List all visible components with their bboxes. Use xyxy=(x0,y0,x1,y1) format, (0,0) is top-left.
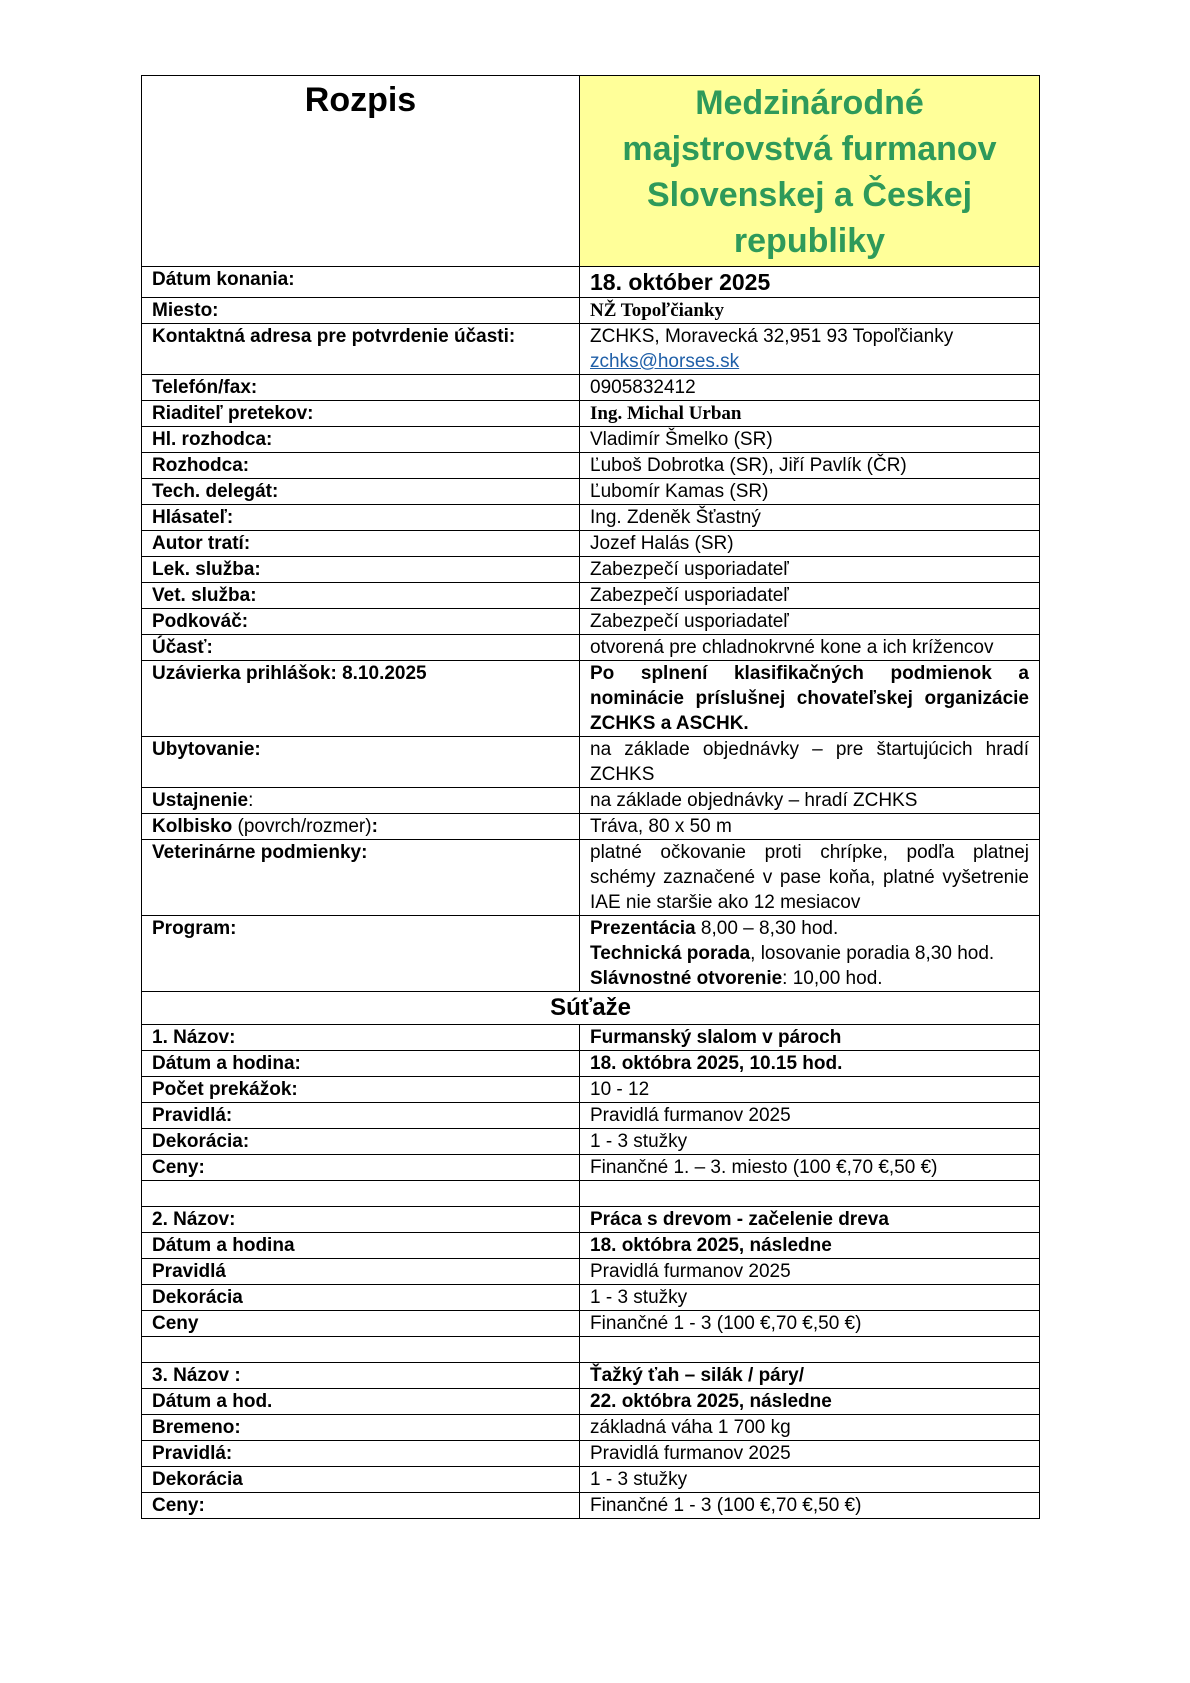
place-label: Miesto: xyxy=(142,298,580,324)
row-stabling xyxy=(142,788,1040,814)
competition-field-value: Finančné 1. – 3. miesto (100 €,70 €,50 €) xyxy=(580,1155,1040,1181)
contact-address: ZCHKS, Moravecká 32,951 93 Topoľčianky xyxy=(590,326,954,347)
row-competitions-title xyxy=(142,992,1040,1025)
spacer-cell xyxy=(580,1337,1040,1363)
date-value: 18. október 2025 xyxy=(580,267,1040,298)
rozpis-table xyxy=(141,75,1040,1519)
medical-value: Zabezpečí usporiadateľ xyxy=(580,557,1040,583)
competition-1-row xyxy=(142,1025,1040,1051)
competition-field-value: 1 - 3 stužky xyxy=(580,1285,1040,1311)
row-director xyxy=(142,401,1040,427)
row-place xyxy=(142,298,1040,324)
spacer-row xyxy=(142,1181,1040,1207)
contact-email-link[interactable]: zchks@horses.sk xyxy=(590,351,740,372)
competition-field-value: Ťažký ťah – silák / páry/ xyxy=(580,1363,1040,1389)
row-vet xyxy=(142,583,1040,609)
arena-label-text: Kolbisko xyxy=(152,816,233,837)
row-judge xyxy=(142,453,1040,479)
document-title: Rozpis xyxy=(142,76,580,267)
competition-3-row xyxy=(142,1415,1040,1441)
phone-value: 0905832412 xyxy=(580,375,1040,401)
competition-field-value: Finančné 1 - 3 (100 €,70 €,50 €) xyxy=(580,1493,1040,1519)
contact-label: Kontaktná adresa pre potvrdenie účasti: xyxy=(142,324,580,375)
farrier-label: Podkováč: xyxy=(142,609,580,635)
announcer-value: Ing. Zdeněk Šťastný xyxy=(580,505,1040,531)
competitions-title: Súťaže xyxy=(142,992,1040,1025)
competition-field-value: 10 - 12 xyxy=(580,1077,1040,1103)
deadline-label: Uzávierka prihlášok: 8.10.2025 xyxy=(142,661,580,737)
row-vet-conditions xyxy=(142,840,1040,916)
arena-label xyxy=(142,814,580,840)
spacer-cell xyxy=(580,1181,1040,1207)
event-title: Medzinárodné majstrovstvá furmanov Slovenskej a Českej republiky xyxy=(580,76,1040,267)
competition-field-label: 1. Názov: xyxy=(142,1025,580,1051)
arena-label-suffix: (povrch/rozmer) xyxy=(232,816,372,837)
accommodation-label: Ubytovanie: xyxy=(142,737,580,788)
row-course-author xyxy=(142,531,1040,557)
program-item xyxy=(590,966,1029,991)
competition-field-value: 18. októbra 2025, 10.15 hod. xyxy=(580,1051,1040,1077)
competition-1-row xyxy=(142,1077,1040,1103)
vet-value: Zabezpečí usporiadateľ xyxy=(580,583,1040,609)
row-chief-judge xyxy=(142,427,1040,453)
vet-label: Vet. služba: xyxy=(142,583,580,609)
accommodation-value: na základe objednávky – pre štartujúcich hradí ZCHKS xyxy=(580,737,1040,788)
stabling-label-colon: : xyxy=(248,790,254,811)
program-item xyxy=(590,916,1029,941)
competition-field-value: 1 - 3 stužky xyxy=(580,1467,1040,1493)
row-announcer xyxy=(142,505,1040,531)
course-author-label: Autor tratí: xyxy=(142,531,580,557)
program-item xyxy=(590,941,1029,966)
competition-field-value: Furmanský slalom v pároch xyxy=(580,1025,1040,1051)
director-value: Ing. Michal Urban xyxy=(580,401,1040,427)
competition-field-label: Dátum a hodina: xyxy=(142,1051,580,1077)
competition-field-value: Pravidlá furmanov 2025 xyxy=(580,1441,1040,1467)
competition-1-row xyxy=(142,1129,1040,1155)
competition-field-label: Dátum a hodina xyxy=(142,1233,580,1259)
row-arena xyxy=(142,814,1040,840)
competition-field-value: Pravidlá furmanov 2025 xyxy=(580,1259,1040,1285)
date-label: Dátum konania: xyxy=(142,267,580,298)
competition-1-row xyxy=(142,1103,1040,1129)
arena-value: Tráva, 80 x 50 m xyxy=(580,814,1040,840)
competition-field-label: Ceny: xyxy=(142,1155,580,1181)
competition-3-row xyxy=(142,1363,1040,1389)
tech-delegate-label: Tech. delegát: xyxy=(142,479,580,505)
competition-field-value: základná váha 1 700 kg xyxy=(580,1415,1040,1441)
tech-delegate-value: Ľubomír Kamas (SR) xyxy=(580,479,1040,505)
row-date xyxy=(142,267,1040,298)
phone-label: Telefón/fax: xyxy=(142,375,580,401)
competition-field-label: Pravidlá: xyxy=(142,1103,580,1129)
competition-2-row xyxy=(142,1233,1040,1259)
stabling-label xyxy=(142,788,580,814)
competition-2-row xyxy=(142,1207,1040,1233)
program-item-title: Prezentácia xyxy=(590,918,696,939)
program-label: Program: xyxy=(142,916,580,992)
competition-field-value: Finančné 1 - 3 (100 €,70 €,50 €) xyxy=(580,1311,1040,1337)
competition-field-label: Pravidlá xyxy=(142,1259,580,1285)
header-row xyxy=(142,76,1040,267)
place-value: NŽ Topoľčianky xyxy=(580,298,1040,324)
competition-field-label: Pravidlá: xyxy=(142,1441,580,1467)
competition-3-row xyxy=(142,1467,1040,1493)
spacer-cell xyxy=(142,1337,580,1363)
competition-2-row xyxy=(142,1259,1040,1285)
director-label: Riaditeľ pretekov: xyxy=(142,401,580,427)
competition-field-label: Dekorácia xyxy=(142,1285,580,1311)
row-program xyxy=(142,916,1040,992)
competition-field-label: Dekorácia: xyxy=(142,1129,580,1155)
contact-value xyxy=(580,324,1040,375)
competition-field-value: 1 - 3 stužky xyxy=(580,1129,1040,1155)
row-accommodation xyxy=(142,737,1040,788)
row-contact xyxy=(142,324,1040,375)
program-item-text: , losovanie poradia 8,30 hod. xyxy=(750,943,995,964)
row-tech-delegate xyxy=(142,479,1040,505)
vet-conditions-label: Veterinárne podmienky: xyxy=(142,840,580,916)
vet-conditions-value: platné očkovanie proti chrípke, podľa platnej schémy zaznačené v pase koňa, platné vyšetrenie IAE nie staršie ako 12 mesiacov xyxy=(580,840,1040,916)
competition-field-label: Počet prekážok: xyxy=(142,1077,580,1103)
competition-2-row xyxy=(142,1311,1040,1337)
chief-judge-value: Vladimír Šmelko (SR) xyxy=(580,427,1040,453)
competition-field-label: 3. Názov : xyxy=(142,1363,580,1389)
row-farrier xyxy=(142,609,1040,635)
competition-2-row xyxy=(142,1285,1040,1311)
announcer-label: Hlásateľ: xyxy=(142,505,580,531)
competition-field-value: Práca s drevom - začelenie dreva xyxy=(580,1207,1040,1233)
spacer-row xyxy=(142,1337,1040,1363)
competition-3-row xyxy=(142,1389,1040,1415)
competition-field-value: 18. októbra 2025, následne xyxy=(580,1233,1040,1259)
row-deadline xyxy=(142,661,1040,737)
arena-label-colon: : xyxy=(371,816,378,837)
competition-1-row xyxy=(142,1051,1040,1077)
chief-judge-label: Hl. rozhodca: xyxy=(142,427,580,453)
competition-field-value: Pravidlá furmanov 2025 xyxy=(580,1103,1040,1129)
course-author-value: Jozef Halás (SR) xyxy=(580,531,1040,557)
farrier-value: Zabezpečí usporiadateľ xyxy=(580,609,1040,635)
program-item-title: Technická porada xyxy=(590,943,751,964)
stabling-value: na základe objednávky – hradí ZCHKS xyxy=(580,788,1040,814)
row-participation xyxy=(142,635,1040,661)
program-item-title: Slávnostné otvorenie xyxy=(590,968,783,989)
program-item-text: 8,00 – 8,30 hod. xyxy=(695,918,839,939)
deadline-value: Po splnení klasifikačných podmienok a nominácie príslušnej chovateľskej organizácie ZCHKS a ASCHK. xyxy=(580,661,1040,737)
judge-label: Rozhodca: xyxy=(142,453,580,479)
participation-label: Účasť: xyxy=(142,635,580,661)
competition-field-label: Ceny: xyxy=(142,1493,580,1519)
row-phone xyxy=(142,375,1040,401)
competition-3-row xyxy=(142,1441,1040,1467)
judge-value: Ľuboš Dobrotka (SR), Jiří Pavlík (ČR) xyxy=(580,453,1040,479)
competition-field-label: Bremeno: xyxy=(142,1415,580,1441)
spacer-cell xyxy=(142,1181,580,1207)
competition-field-label: Dekorácia xyxy=(142,1467,580,1493)
participation-value: otvorená pre chladnokrvné kone a ich krížencov xyxy=(580,635,1040,661)
program-item-text: : 10,00 hod. xyxy=(782,968,883,989)
program-value xyxy=(580,916,1040,992)
competition-3-row xyxy=(142,1493,1040,1519)
competition-field-label: 2. Názov: xyxy=(142,1207,580,1233)
medical-label: Lek. služba: xyxy=(142,557,580,583)
competition-field-label: Dátum a hod. xyxy=(142,1389,580,1415)
competition-field-label: Ceny xyxy=(142,1311,580,1337)
competition-1-row xyxy=(142,1155,1040,1181)
competition-field-value: 22. októbra 2025, následne xyxy=(580,1389,1040,1415)
row-medical xyxy=(142,557,1040,583)
stabling-label-text: Ustajnenie xyxy=(152,790,249,811)
